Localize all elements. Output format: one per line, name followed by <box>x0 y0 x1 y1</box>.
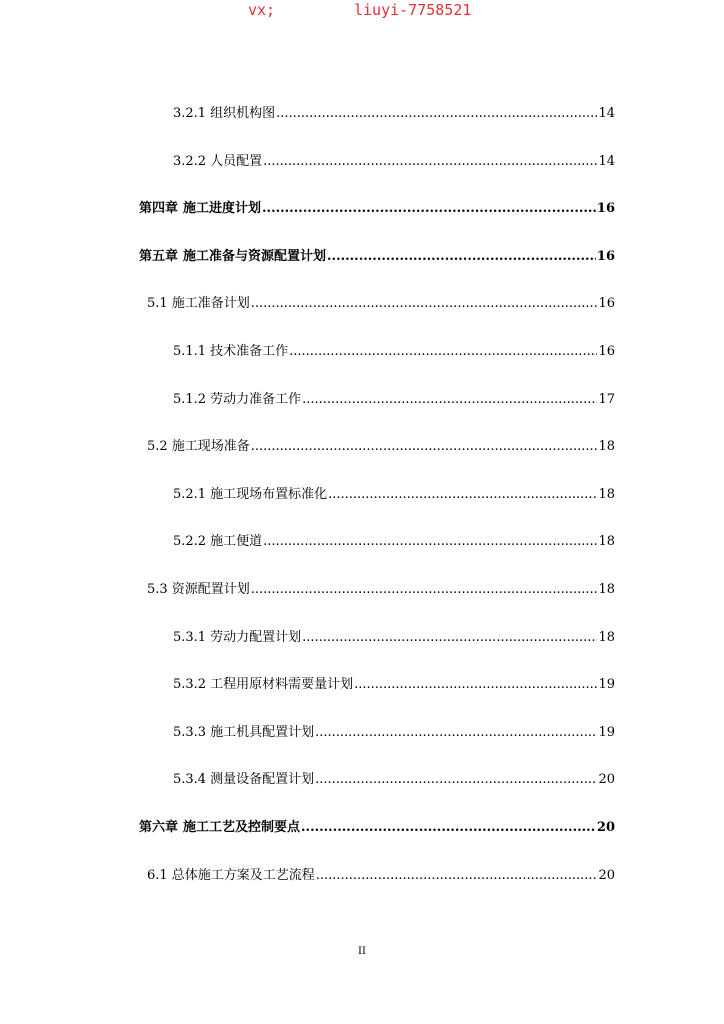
toc-entry-title: 总体施工方案及工艺流程 <box>171 867 315 883</box>
toc-dot-leader <box>251 437 598 457</box>
toc-entry-title: 劳动力准备工作 <box>210 391 302 407</box>
toc-dot-leader <box>263 532 597 552</box>
toc-entry[interactable] <box>173 532 615 552</box>
toc-entry[interactable] <box>173 628 615 648</box>
toc-dot-leader <box>262 199 596 219</box>
toc-entry-number: 3.2.2 <box>173 153 207 169</box>
toc-entry-title: 施工便道 <box>210 534 263 550</box>
toc-dot-leader <box>354 675 597 695</box>
toc-entry-number: 5.2.2 <box>173 534 207 550</box>
toc-entry[interactable] <box>173 770 615 790</box>
toc-entry-page-number: 18 <box>598 534 615 550</box>
toc-entry[interactable] <box>147 437 615 457</box>
toc-entry-title: 施工机具配置计划 <box>210 724 315 740</box>
toc-entry[interactable] <box>173 723 615 743</box>
toc-entry-number: 5.3.4 <box>173 772 207 788</box>
toc-entry-page-number: 18 <box>598 629 615 645</box>
toc-entry-page-number: 16 <box>596 248 615 264</box>
toc-dot-leader <box>289 342 597 362</box>
toc-dot-leader <box>315 723 597 743</box>
toc-entry[interactable] <box>173 485 615 505</box>
toc-entry-page-number: 19 <box>598 677 615 693</box>
toc-entry[interactable] <box>139 199 615 219</box>
toc-dot-leader <box>251 294 598 314</box>
toc-entry-page-number: 20 <box>596 820 615 835</box>
toc-entry-title: 技术准备工作 <box>210 344 289 359</box>
toc-entry-number: 第四章 <box>139 201 179 217</box>
toc-entry[interactable] <box>139 818 615 838</box>
toc-entry-page-number: 18 <box>598 486 615 502</box>
toc-entry-title: 工程用原材料需要量计划 <box>210 677 354 693</box>
toc-entry-title: 测量设备配置计划 <box>210 772 315 788</box>
toc-entry-number: 5.1.2 <box>173 391 207 407</box>
toc-entry-number: 第六章 <box>139 820 179 835</box>
watermark-left-text: vx; <box>248 1 276 19</box>
toc-entry[interactable] <box>139 247 615 267</box>
toc-dot-leader <box>251 580 598 600</box>
toc-dot-leader <box>263 152 597 172</box>
toc-entry-number: 6.1 <box>147 867 168 883</box>
toc-entry[interactable] <box>173 390 615 410</box>
toc-entry-number: 5.3.2 <box>173 677 207 693</box>
toc-dot-leader <box>276 104 597 124</box>
toc-entry-page-number: 20 <box>598 867 615 883</box>
toc-entry-page-number: 14 <box>598 106 615 121</box>
toc-entry-title: 资源配置计划 <box>171 582 250 597</box>
toc-entry-title: 人员配置 <box>210 153 263 169</box>
toc-entry-number: 第五章 <box>139 248 179 264</box>
watermark-right-text: liuyi-7758521 <box>354 1 472 19</box>
toc-entry-page-number: 16 <box>598 296 615 312</box>
toc-entry-title: 劳动力配置计划 <box>210 629 302 645</box>
toc-entry-number: 3.2.1 <box>173 106 207 121</box>
toc-dot-leader <box>302 390 597 410</box>
toc-entry[interactable] <box>173 342 615 362</box>
toc-entry-title: 组织机构图 <box>210 106 276 121</box>
toc-dot-leader <box>328 485 597 505</box>
toc-dot-leader <box>302 628 597 648</box>
toc-entry-page-number: 16 <box>596 201 615 217</box>
toc-dot-leader <box>301 818 596 838</box>
toc-entry[interactable] <box>147 580 615 600</box>
toc-entry-page-number: 19 <box>598 724 615 740</box>
toc-entry-number: 5.1 <box>147 296 168 312</box>
toc-entry[interactable] <box>173 152 615 172</box>
toc-entry[interactable] <box>147 866 615 886</box>
toc-entry-title: 施工现场准备 <box>171 439 250 455</box>
toc-entry-page-number: 18 <box>598 439 615 455</box>
toc-entry-page-number: 17 <box>598 391 615 407</box>
toc-dot-leader <box>316 866 598 886</box>
toc-entry-page-number: 18 <box>598 582 615 597</box>
toc-entry-title: 施工工艺及控制要点 <box>183 820 301 835</box>
toc-entry-number: 5.2.1 <box>173 486 207 502</box>
toc-entry-title: 施工进度计划 <box>183 201 262 217</box>
toc-entry-number: 5.1.1 <box>173 344 207 359</box>
toc-entry-title: 施工准备与资源配置计划 <box>183 248 327 264</box>
toc-entry-number: 5.2 <box>147 439 168 455</box>
toc-dot-leader <box>327 247 596 267</box>
toc-entry-title: 施工现场布置标准化 <box>210 486 328 502</box>
page-number: II <box>358 946 366 957</box>
toc-dot-leader <box>315 770 597 790</box>
toc-entry-title: 施工准备计划 <box>171 296 250 312</box>
toc-entry-page-number: 20 <box>598 772 615 788</box>
toc-entry-page-number: 14 <box>598 153 615 169</box>
toc-entry-number: 5.3.1 <box>173 629 207 645</box>
toc-entry[interactable] <box>173 104 615 124</box>
toc-entry[interactable] <box>147 294 615 314</box>
toc-entry-number: 5.3 <box>147 582 168 597</box>
toc-entry-number: 5.3.3 <box>173 724 207 740</box>
toc-entry[interactable] <box>173 675 615 695</box>
toc-entry-page-number: 16 <box>598 344 615 359</box>
